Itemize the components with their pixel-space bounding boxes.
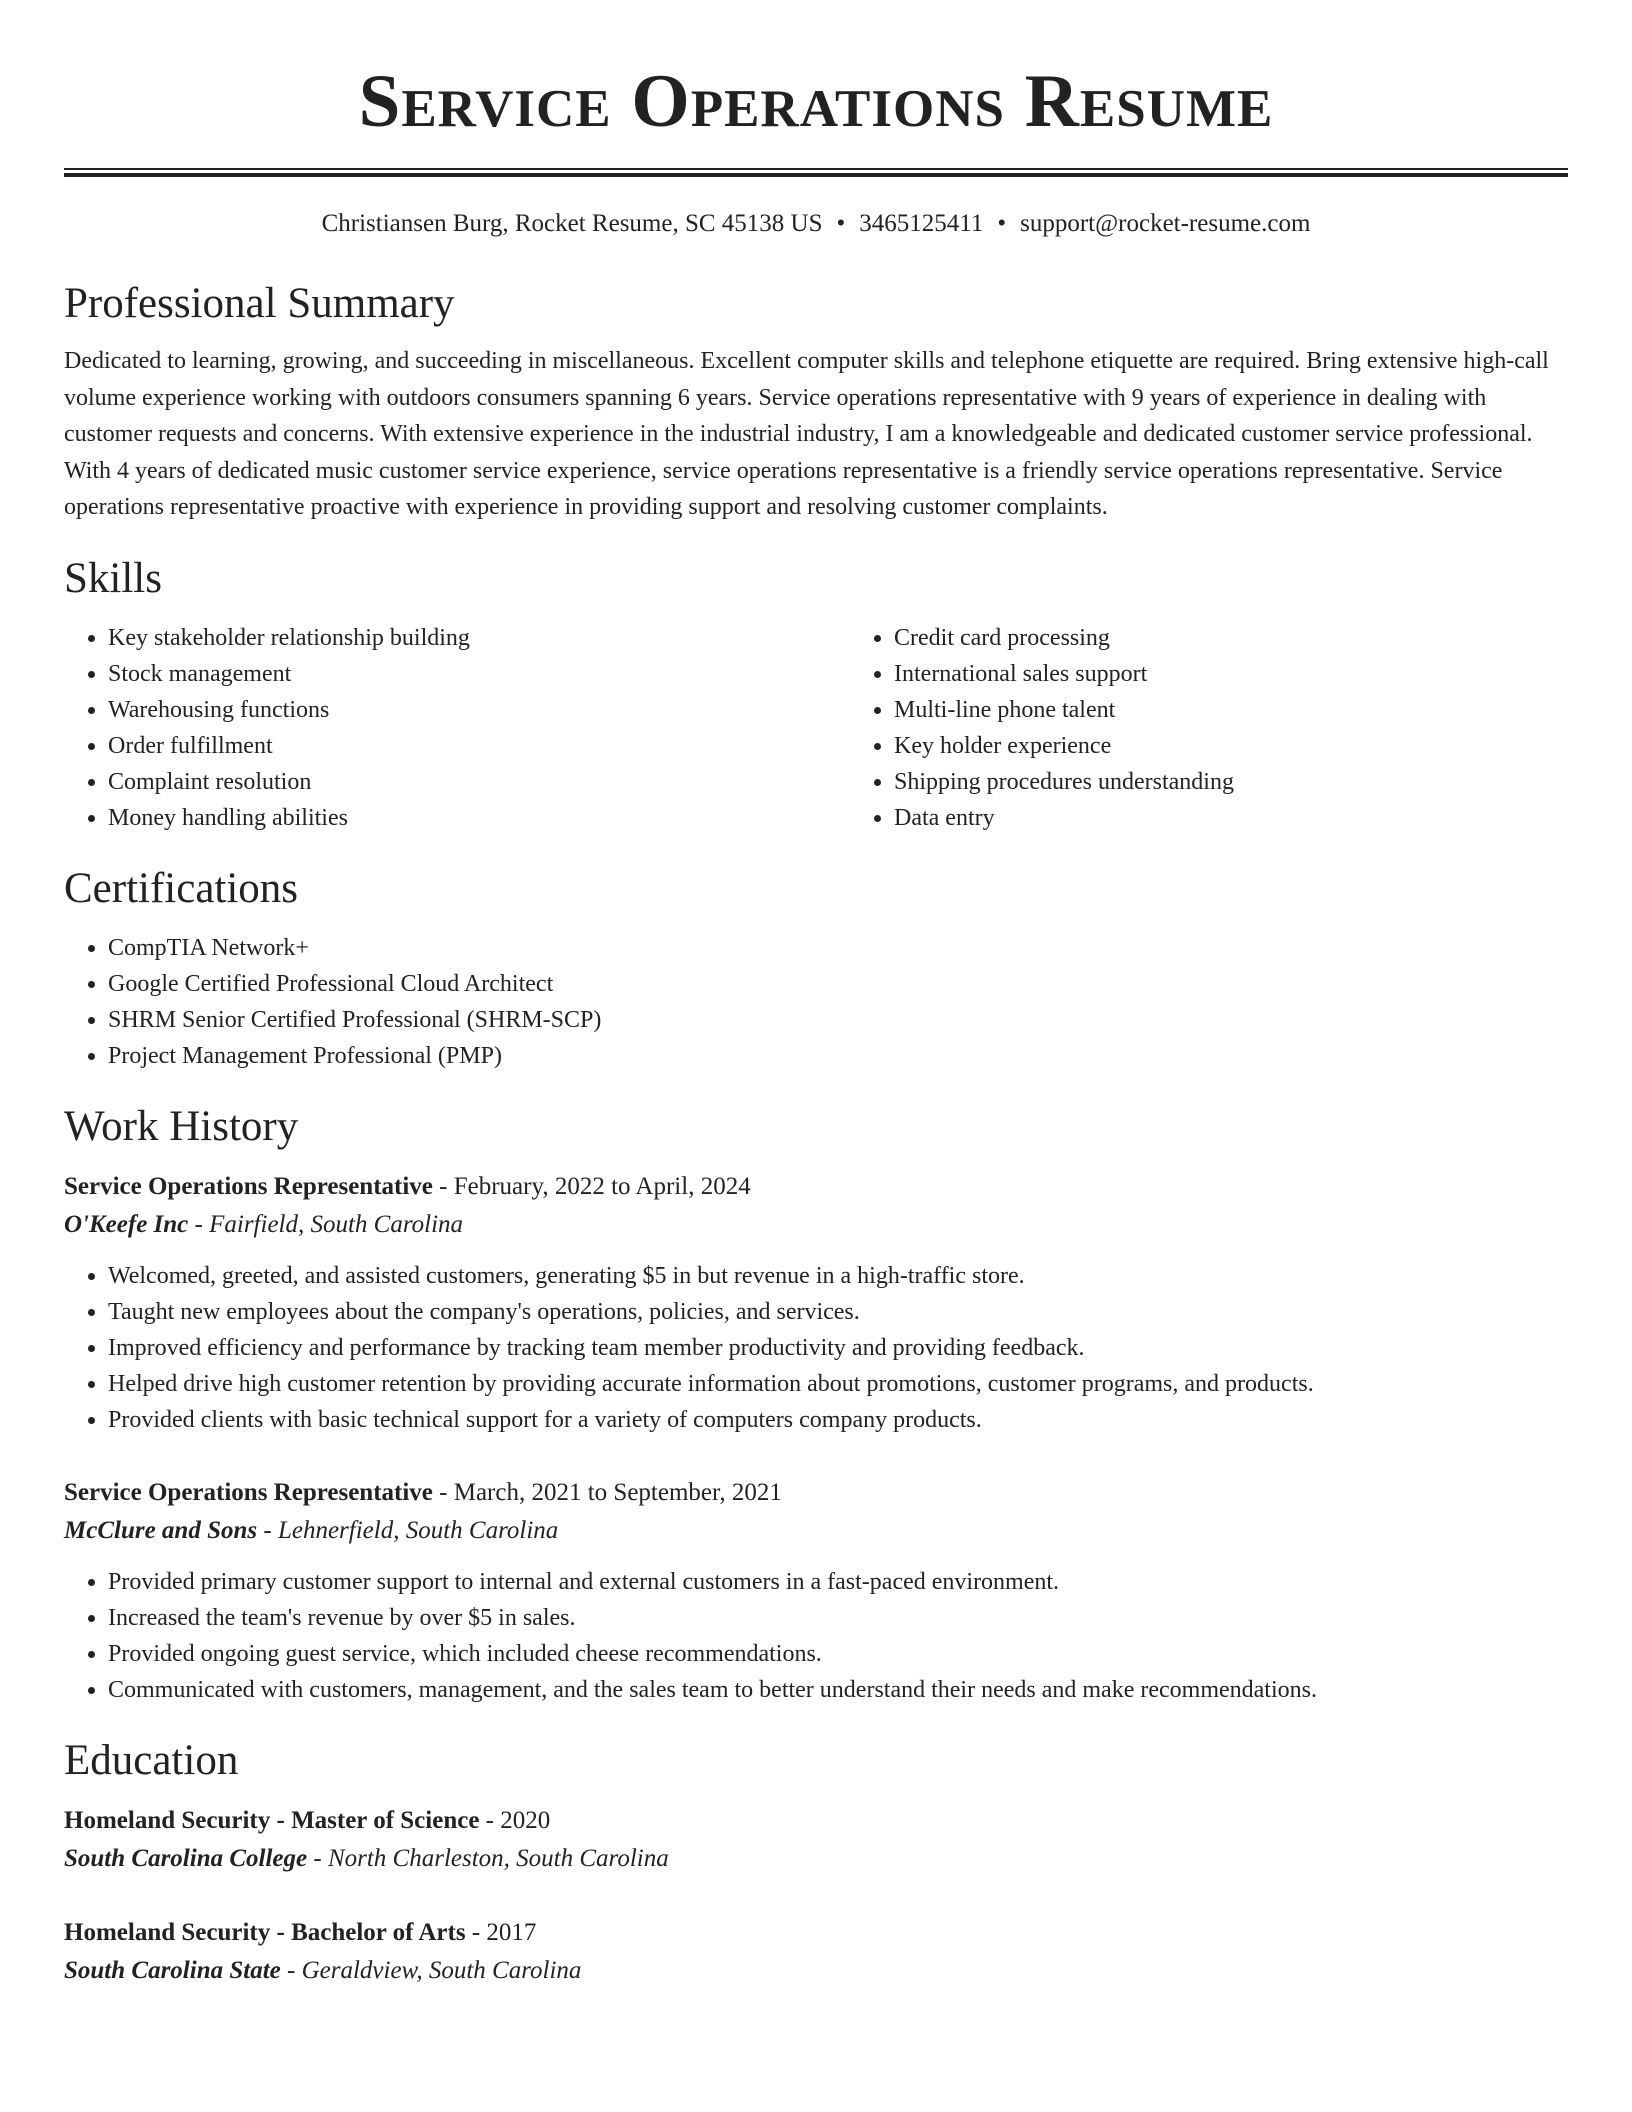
contact-email: support@rocket-resume.com bbox=[1020, 210, 1311, 237]
job-duty: • Increased the team's revenue by over $5 in sales. bbox=[108, 1600, 1568, 1636]
skill-item: • Data entry bbox=[894, 800, 1632, 836]
job-title: Service Operations Representative bbox=[64, 1478, 433, 1506]
education-entry bbox=[64, 1914, 1568, 1990]
job-duty: • Helped drive high customer retention by providing accurate information about promotions, customer programs, and products. bbox=[108, 1366, 1568, 1402]
summary-text: Dedicated to learning, growing, and succeeding in miscellaneous. Excellent computer skills and telephone etiquette are required. Bring extensive high-call volume experience working with outdoors consumers spanning 6 years. Service operations representative with 9 years of experience in dealing with customer requests and concerns. With extensive experience in the industrial industry, I am a knowledgeable and dedicated customer service professional. With 4 years of dedicated music customer service experience, service operations representative is a friendly service operations representative. Service operations representative proactive with experience in providing support and resolving customer complaints. bbox=[64, 348, 1549, 521]
skill-item: • Stock management bbox=[108, 656, 850, 692]
employer-name: McClure and Sons bbox=[64, 1516, 258, 1544]
job-title-line bbox=[64, 1474, 1568, 1512]
job-duty: • Provided ongoing guest service, which included cheese recommendations. bbox=[108, 1636, 1568, 1672]
skills-list-right bbox=[850, 620, 1632, 836]
summary-heading: Professional Summary bbox=[64, 280, 455, 327]
skills-list-left bbox=[64, 620, 850, 836]
certification-item: • CompTIA Network+ bbox=[108, 930, 1568, 966]
job-duties-list bbox=[64, 1564, 1568, 1708]
school-location: - Geraldview, South Carolina bbox=[280, 1956, 582, 1984]
job-duty: • Communicated with customers, management, and the sales team to better understand their needs and make recommendations. bbox=[108, 1672, 1568, 1708]
school-line bbox=[64, 1840, 1568, 1878]
contact-address: Christiansen Burg, Rocket Resume, SC 45138 US bbox=[321, 210, 823, 237]
job-title-line bbox=[64, 1168, 1568, 1206]
education-entry bbox=[64, 1802, 1568, 1878]
certification-item: • Google Certified Professional Cloud Architect bbox=[108, 966, 1568, 1002]
contact-line bbox=[64, 209, 1568, 239]
employer-location: - Fairfield, South Carolina bbox=[188, 1210, 464, 1238]
school-location: - North Charleston, South Carolina bbox=[307, 1844, 669, 1872]
skills-heading: Skills bbox=[64, 554, 162, 602]
title-divider bbox=[64, 168, 1568, 177]
degree-name: Homeland Security - Master of Science bbox=[64, 1806, 480, 1834]
work-history-heading: Work History bbox=[64, 1102, 299, 1150]
job-duties-list bbox=[64, 1258, 1568, 1438]
skill-item: • Multi-line phone talent bbox=[894, 692, 1632, 728]
contact-separator: • bbox=[997, 210, 1007, 237]
skills-columns bbox=[64, 620, 1568, 836]
skill-item: • Order fulfillment bbox=[108, 728, 850, 764]
skill-item: • International sales support bbox=[894, 656, 1632, 692]
certification-item: • SHRM Senior Certified Professional (SHRM-SCP) bbox=[108, 1002, 1568, 1038]
employer-name: O'Keefe Inc bbox=[64, 1210, 189, 1238]
job-duty: • Provided clients with basic technical support for a variety of computers company products. bbox=[108, 1402, 1568, 1438]
certifications-list bbox=[64, 930, 1568, 1074]
school-line bbox=[64, 1952, 1568, 1990]
degree-name: Homeland Security - Bachelor of Arts bbox=[64, 1918, 466, 1946]
job-duty: • Improved efficiency and performance by tracking team member productivity and providing feedback. bbox=[108, 1330, 1568, 1366]
resume-title: Service Operations Resume bbox=[358, 60, 1274, 143]
degree-line bbox=[64, 1914, 1568, 1952]
skill-item: • Key holder experience bbox=[894, 728, 1632, 764]
job-duty: • Welcomed, greeted, and assisted customers, generating $5 in but revenue in a high-traffic store. bbox=[108, 1258, 1568, 1294]
skill-item: • Credit card processing bbox=[894, 620, 1632, 656]
job-duty: • Taught new employees about the company's operations, policies, and services. bbox=[108, 1294, 1568, 1330]
skill-item: • Shipping procedures understanding bbox=[894, 764, 1632, 800]
degree-year: - 2017 bbox=[465, 1918, 537, 1946]
job-duty: • Provided primary customer support to internal and external customers in a fast-paced environment. bbox=[108, 1564, 1568, 1600]
certifications-heading: Certifications bbox=[64, 864, 299, 912]
job-dates: - March, 2021 to September, 2021 bbox=[432, 1478, 782, 1506]
degree-year: - 2020 bbox=[479, 1806, 551, 1834]
skill-item: • Complaint resolution bbox=[108, 764, 850, 800]
job-title: Service Operations Representative bbox=[64, 1172, 433, 1200]
degree-line bbox=[64, 1802, 1568, 1840]
contact-phone: 3465125411 bbox=[859, 210, 984, 237]
job-entry bbox=[64, 1168, 1568, 1438]
skill-item: • Money handling abilities bbox=[108, 800, 850, 836]
resume-page bbox=[64, 0, 1568, 1990]
skill-item: • Warehousing functions bbox=[108, 692, 850, 728]
school-name: South Carolina State bbox=[64, 1956, 281, 1984]
education-heading: Education bbox=[64, 1736, 239, 1784]
employer-line bbox=[64, 1206, 1568, 1244]
employer-location: - Lehnerfield, South Carolina bbox=[257, 1516, 559, 1544]
job-dates: - February, 2022 to April, 2024 bbox=[432, 1172, 751, 1200]
employer-line bbox=[64, 1512, 1568, 1550]
certification-item: • Project Management Professional (PMP) bbox=[108, 1038, 1568, 1074]
school-name: South Carolina College bbox=[64, 1844, 308, 1872]
job-entry bbox=[64, 1474, 1568, 1708]
contact-separator: • bbox=[836, 210, 846, 237]
skill-item: • Key stakeholder relationship building bbox=[108, 620, 850, 656]
